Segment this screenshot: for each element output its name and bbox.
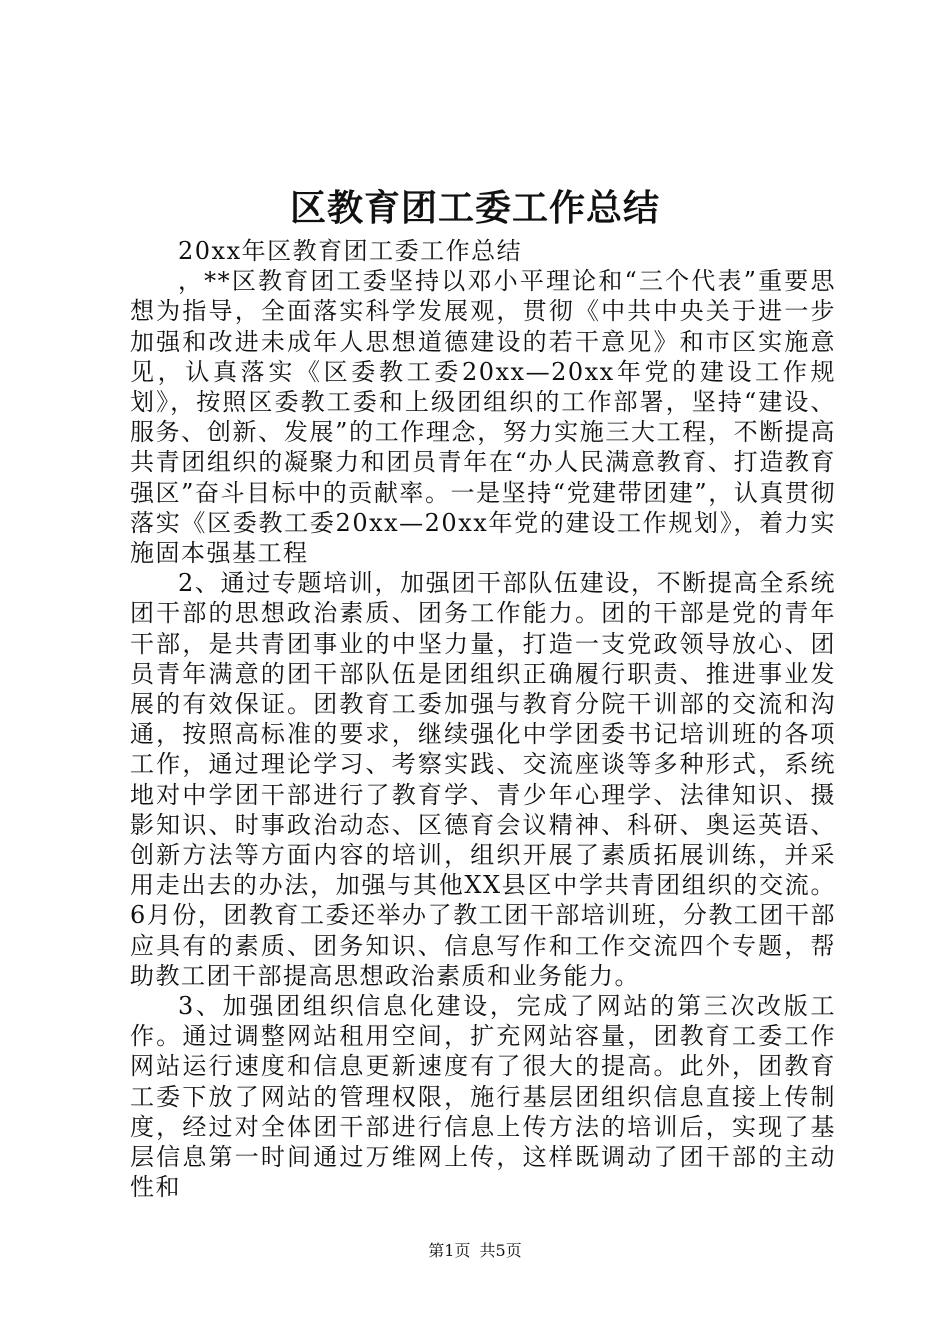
paragraph-website: 3、加强团组织信息化建设，完成了网站的第三次改版工作。通过调整网站租用空间，扩充网站容量，团教育工委工作网站运行速度和信息更新速度有了很大的提高。此外，团教育工委下放了网站的管理权限，施行基层团组织信息直接上传制度，经过对全体团干部进行信息上传方法的培训后，实现了基层信息第一时间通过万维网上传，这样既调动了团干部的主动性和 [130,992,836,1202]
document-title: 区教育团工委工作总结 [289,187,660,229]
paragraph-subtitle: 20xx年区教育团工委工作总结 [178,237,523,265]
page-footer [0,1240,950,1262]
page-number: 第1页 [428,1241,471,1260]
paragraph-training: 2、通过专题培训，加强团干部队伍建设，不断提高全系统团干部的思想政治素质、团务工作能力。团的干部是党的青年干部，是共青团事业的中坚力量，打造一支党政领导放心、团员青年满意的团干部队伍是团组织正确履行职责、推进事业发展的有效保证。团教育工委加强与教育分院干训部的交流和沟通，按照高标准的要求，继续强化中学团委书记培训班的各项工作，通过理论学习、考察实践、交流座谈等多种形式，系统地对中学团干部进行了教育学、青少年心理学、法律知识、摄影知识、时事政治动态、区德育会议精神、科研、奥运英语、创新方法等方面内容的培训，组织开展了素质拓展训练，并采用走出去的办法，加强与其他XX县区中学共青团组织的交流。6月份，团教育工委还举办了教工团干部培训班，分教工团干部应具有的素质、团务知识、信息写作和工作交流四个专题，帮助教工团干部提高思想政治素质和业务能力。 [130,569,836,990]
paragraph-intro: ，**区教育团工委坚持以邓小平理论和“三个代表”重要思想为指导，全面落实科学发展观，贯彻《中共中央关于进一步加强和改进未成年人思想道德建设的若干意见》和市区实施意见，认真落实《区委教工委20xx—20xx年党的建设工作规划》，按照区委教工委和上级团组织的工作部署，坚持“建设、服务、创新、发展”的工作理念，努力实施三大工程，不断提高共青团组织的凝聚力和团员青年在“办人民满意教育、打造教育强区”奋斗目标中的贡献率。一是坚持“党建带团建”，认真贯彻落实《区委教工委20xx—20xx年党的建设工作规划》，着力实施固本强基工程 [130,267,836,568]
document-body [130,236,836,1203]
page-total: 共5页 [479,1241,522,1260]
